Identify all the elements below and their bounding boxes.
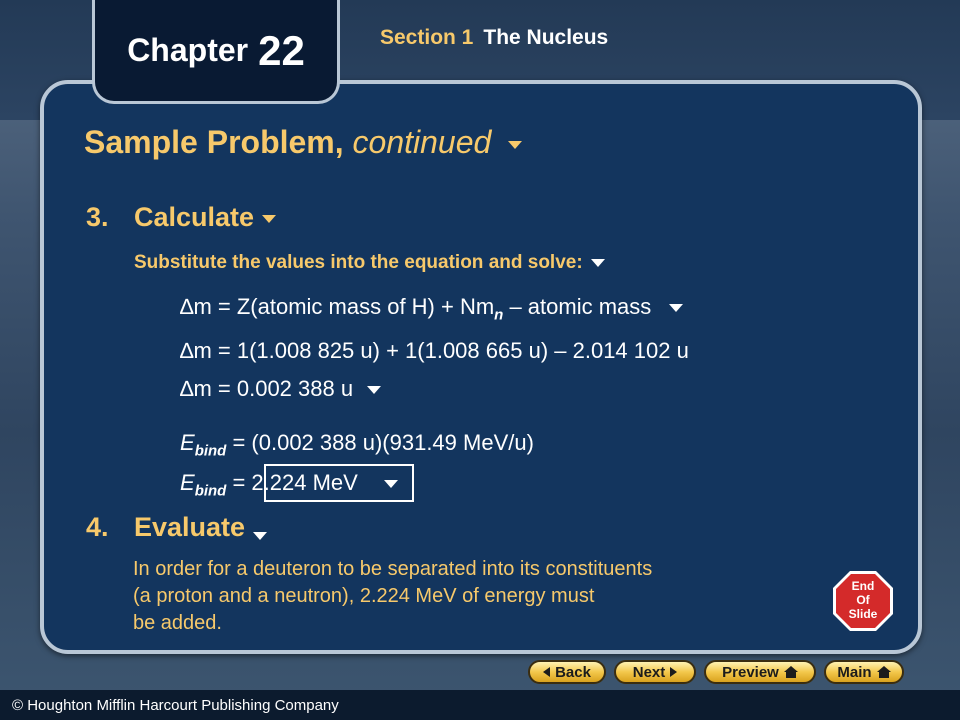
equation-text: ∆m = Z(atomic mass of H) + Nm <box>180 294 495 319</box>
instruction-text: Substitute the values into the equation and solve: <box>134 252 583 273</box>
back-label: Back <box>555 663 591 681</box>
main-label: Main <box>837 663 872 681</box>
step-label: Evaluate <box>134 512 246 542</box>
equation-subscript: bind <box>194 442 227 460</box>
section-heading <box>380 26 608 50</box>
evaluation-line: In order for a deuteron to be separated into its constituents <box>133 558 653 580</box>
equation-text: E <box>180 430 195 455</box>
preview-label: Preview <box>722 663 779 681</box>
advance-arrow-icon <box>367 386 381 394</box>
step-3-heading <box>86 202 276 233</box>
step-4-heading <box>86 512 267 543</box>
advance-arrow-icon <box>591 259 605 267</box>
footer-bar <box>0 690 960 720</box>
back-button[interactable] <box>528 660 606 684</box>
equation-text: – atomic mass <box>503 294 652 319</box>
end-slide-text: End <box>851 579 875 593</box>
home-icon <box>784 666 798 678</box>
evaluation-text <box>133 556 833 637</box>
end-slide-text: Of <box>856 593 870 607</box>
chapter-tab <box>92 0 340 104</box>
step-number: 4. <box>86 512 109 542</box>
equation-mass-defect-formula <box>180 294 683 323</box>
section-name: The Nucleus <box>483 26 609 49</box>
answer-highlight-box <box>264 464 414 502</box>
home-icon <box>877 666 891 678</box>
slide-title-bold: Sample Problem, <box>84 124 344 160</box>
next-label: Next <box>632 663 666 681</box>
slide-title <box>84 124 522 161</box>
left-arrow-icon <box>543 667 550 677</box>
chapter-word: Chapter <box>127 32 249 68</box>
advance-arrow-icon <box>508 141 522 149</box>
equation-text: = 2.224 MeV <box>226 470 358 495</box>
step-number: 3. <box>86 202 109 232</box>
equation-subscript: n <box>494 306 504 324</box>
step-label: Calculate <box>134 202 255 232</box>
equation-mass-defect-substitution <box>180 338 689 364</box>
main-button[interactable] <box>824 660 904 684</box>
end-slide-text: Slide <box>848 607 878 621</box>
chapter-number: 22 <box>258 26 305 74</box>
advance-arrow-icon <box>262 215 276 223</box>
next-button[interactable] <box>614 660 696 684</box>
preview-button[interactable] <box>704 660 816 684</box>
equation-binding-energy <box>180 430 534 459</box>
copyright-text: © Houghton Mifflin Harcourt Publishing Company <box>12 697 339 714</box>
section-label: Section 1 <box>380 26 474 49</box>
slide-title-italic: continued <box>352 124 492 160</box>
step-3-instruction <box>134 252 605 274</box>
equation-text: = (0.002 388 u)(931.49 MeV/u) <box>226 430 534 455</box>
evaluation-line: (a proton and a neutron), 2.224 MeV of energy must <box>133 585 595 607</box>
advance-arrow-icon <box>669 304 683 312</box>
equation-text: ∆m = 0.002 388 u <box>180 376 354 401</box>
end-of-slide-button[interactable] <box>832 570 894 632</box>
advance-arrow-icon <box>253 532 267 540</box>
equation-text: ∆m = 1(1.008 825 u) + 1(1.008 665 u) – 2.014 102 u <box>180 338 689 363</box>
equation-mass-defect-result <box>180 376 381 402</box>
equation-text: E <box>180 470 195 495</box>
equation-subscript: bind <box>194 482 227 500</box>
evaluation-line: be added. <box>133 612 222 634</box>
right-arrow-icon <box>670 667 677 677</box>
